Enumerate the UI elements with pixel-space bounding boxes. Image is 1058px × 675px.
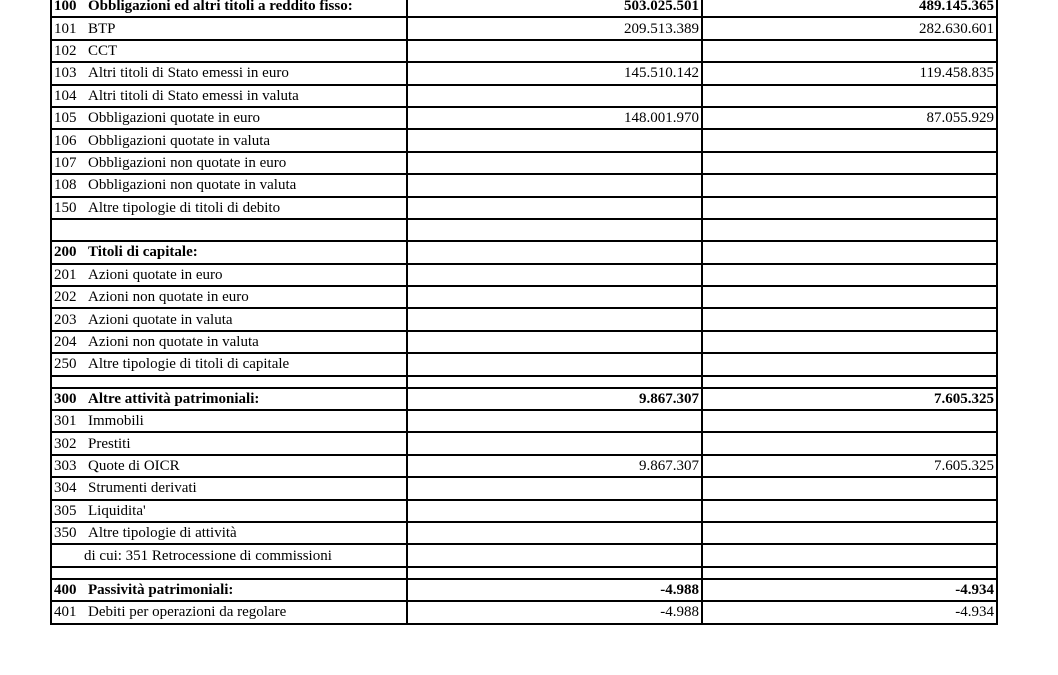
row-code: 104 [54,87,77,104]
row-label-cell [51,0,407,17]
table-row [51,376,997,388]
statement-body [51,0,997,624]
row-code: 250 [54,356,77,373]
row-code: 100 [54,0,77,15]
table-row [51,308,997,330]
value-current-period [407,219,702,241]
row-code: 204 [54,334,77,351]
row-code: 102 [54,42,77,59]
value-previous-period: 87.055.929 [702,107,997,129]
row-label-cell [51,500,407,522]
row-label-cell [51,410,407,432]
row-label: Obbligazioni ed altri titoli a reddito fisso: [88,0,353,15]
row-label: Altre tipologie di titoli di capitale [88,356,290,373]
value-previous-period: -4.934 [702,601,997,623]
table-row [51,219,997,241]
table-row [51,286,997,308]
value-previous-period [702,353,997,375]
value-previous-period: 7.605.325 [702,388,997,410]
value-current-period [407,197,702,219]
row-label: Azioni quotate in euro [88,266,223,283]
row-label-cell [51,432,407,454]
row-label: CCT [88,42,118,59]
value-previous-period: -4.934 [702,579,997,601]
row-label: Altre tipologie di titoli di debito [88,199,281,216]
value-previous-period [702,241,997,263]
table-row [51,410,997,432]
table-row [51,152,997,174]
value-current-period [407,353,702,375]
row-code: 300 [54,390,77,407]
value-current-period [407,567,702,579]
value-current-period: 209.513.389 [407,17,702,39]
value-previous-period [702,40,997,62]
value-previous-period [702,286,997,308]
table-row [51,477,997,499]
row-code: 106 [54,132,77,149]
row-label: Altre attività patrimoniali: [88,390,260,407]
value-current-period [407,432,702,454]
value-previous-period [702,500,997,522]
table-row [51,432,997,454]
table-row [51,129,997,151]
table-row [51,264,997,286]
value-previous-period: 119.458.835 [702,62,997,84]
value-previous-period [702,197,997,219]
value-current-period [407,500,702,522]
value-current-period: -4.988 [407,579,702,601]
row-label: Altri titoli di Stato emessi in euro [88,65,289,82]
value-current-period: 148.001.970 [407,107,702,129]
row-label: Immobili [88,413,144,430]
value-previous-period: 7.605.325 [702,455,997,477]
value-current-period [407,152,702,174]
row-code: 302 [54,435,77,452]
value-current-period: 9.867.307 [407,388,702,410]
table-row [51,17,997,39]
value-previous-period [702,129,997,151]
value-current-period [407,376,702,388]
row-label: Altre tipologie di attività [88,525,237,542]
row-label: Obbligazioni non quotate in valuta [88,177,297,194]
value-current-period: 145.510.142 [407,62,702,84]
row-label-cell [51,567,407,579]
row-label: Strumenti derivati [88,480,197,497]
table-row [51,40,997,62]
row-label-cell [51,241,407,263]
row-label: Azioni non quotate in valuta [88,334,259,351]
table-row [51,567,997,579]
table-row [51,455,997,477]
value-current-period: 503.025.501 [407,0,702,17]
table-row [51,62,997,84]
value-current-period [407,174,702,196]
row-code: 200 [54,244,77,261]
row-label: Liquidita' [88,502,146,519]
value-previous-period [702,477,997,499]
row-label-cell [51,388,407,410]
row-label: BTP [88,20,116,37]
table-row [51,579,997,601]
row-label-cell [51,85,407,107]
table-row [51,107,997,129]
value-previous-period [702,567,997,579]
row-label-cell [51,477,407,499]
value-previous-period [702,376,997,388]
row-label: di cui: 351 Retrocessione di commissioni [84,547,332,564]
table-row [51,197,997,219]
row-label-cell [51,62,407,84]
row-code: 350 [54,525,77,542]
table-row [51,174,997,196]
row-label-cell [51,544,407,566]
table-row [51,85,997,107]
value-previous-period [702,308,997,330]
table-row [51,0,997,17]
value-current-period [407,40,702,62]
value-current-period [407,241,702,263]
row-code: 400 [54,581,77,598]
value-current-period [407,129,702,151]
value-current-period [407,522,702,544]
value-previous-period [702,410,997,432]
row-label: Obbligazioni quotate in valuta [88,132,271,149]
row-label-cell [51,107,407,129]
row-code: 202 [54,289,77,306]
value-previous-period [702,432,997,454]
row-code: 401 [54,604,77,621]
row-label: Titoli di capitale: [88,244,198,261]
value-previous-period [702,219,997,241]
row-label-cell [51,522,407,544]
row-label: Prestiti [88,435,131,452]
value-current-period [407,264,702,286]
row-label-cell [51,152,407,174]
row-label-cell [51,353,407,375]
value-current-period [407,85,702,107]
row-label-cell [51,308,407,330]
value-current-period [407,331,702,353]
value-previous-period: 489.145.365 [702,0,997,17]
value-previous-period [702,522,997,544]
value-previous-period [702,264,997,286]
row-label: Azioni quotate in valuta [88,311,233,328]
table-row [51,353,997,375]
table-row [51,601,997,623]
value-current-period: 9.867.307 [407,455,702,477]
row-label: Obbligazioni quotate in euro [88,110,261,127]
row-label-cell [51,40,407,62]
value-current-period [407,286,702,308]
row-label: Altri titoli di Stato emessi in valuta [88,87,299,104]
value-previous-period [702,174,997,196]
row-label: Quote di OICR [88,458,180,474]
row-label: Debiti per operazioni da regolare [88,604,287,621]
row-label-cell [51,174,407,196]
row-label-cell [51,376,407,388]
row-label-cell [51,264,407,286]
row-code: 305 [54,502,77,519]
row-code: 303 [54,458,77,474]
row-code: 150 [54,199,77,216]
row-label-cell [51,197,407,219]
value-current-period [407,477,702,499]
financial-statement-table [50,0,998,625]
row-code: 101 [54,20,77,37]
table-row [51,544,997,566]
row-code: 108 [54,177,77,194]
value-current-period [407,410,702,432]
row-label-cell [51,455,407,477]
row-code: 103 [54,65,77,82]
row-code: 304 [54,480,77,497]
row-label-cell [51,331,407,353]
table-row [51,241,997,263]
value-current-period: -4.988 [407,601,702,623]
value-previous-period: 282.630.601 [702,17,997,39]
value-current-period [407,308,702,330]
row-label-cell [51,129,407,151]
value-previous-period [702,544,997,566]
row-label: Obbligazioni non quotate in euro [88,154,287,171]
table-row [51,500,997,522]
row-code: 107 [54,154,77,171]
row-label-cell [51,286,407,308]
row-label-cell [51,17,407,39]
value-current-period [407,544,702,566]
table-row [51,522,997,544]
table-row [51,388,997,410]
row-code: 105 [54,110,77,127]
value-previous-period [702,331,997,353]
row-label-cell [51,601,407,623]
row-label-cell [51,219,407,241]
value-previous-period [702,152,997,174]
row-label: Azioni non quotate in euro [88,289,249,306]
row-code: 203 [54,311,77,328]
value-previous-period [702,85,997,107]
table-row [51,331,997,353]
row-label: Passività patrimoniali: [88,581,234,598]
row-code: 301 [54,413,77,430]
row-label-cell [51,579,407,601]
row-code: 201 [54,266,77,283]
